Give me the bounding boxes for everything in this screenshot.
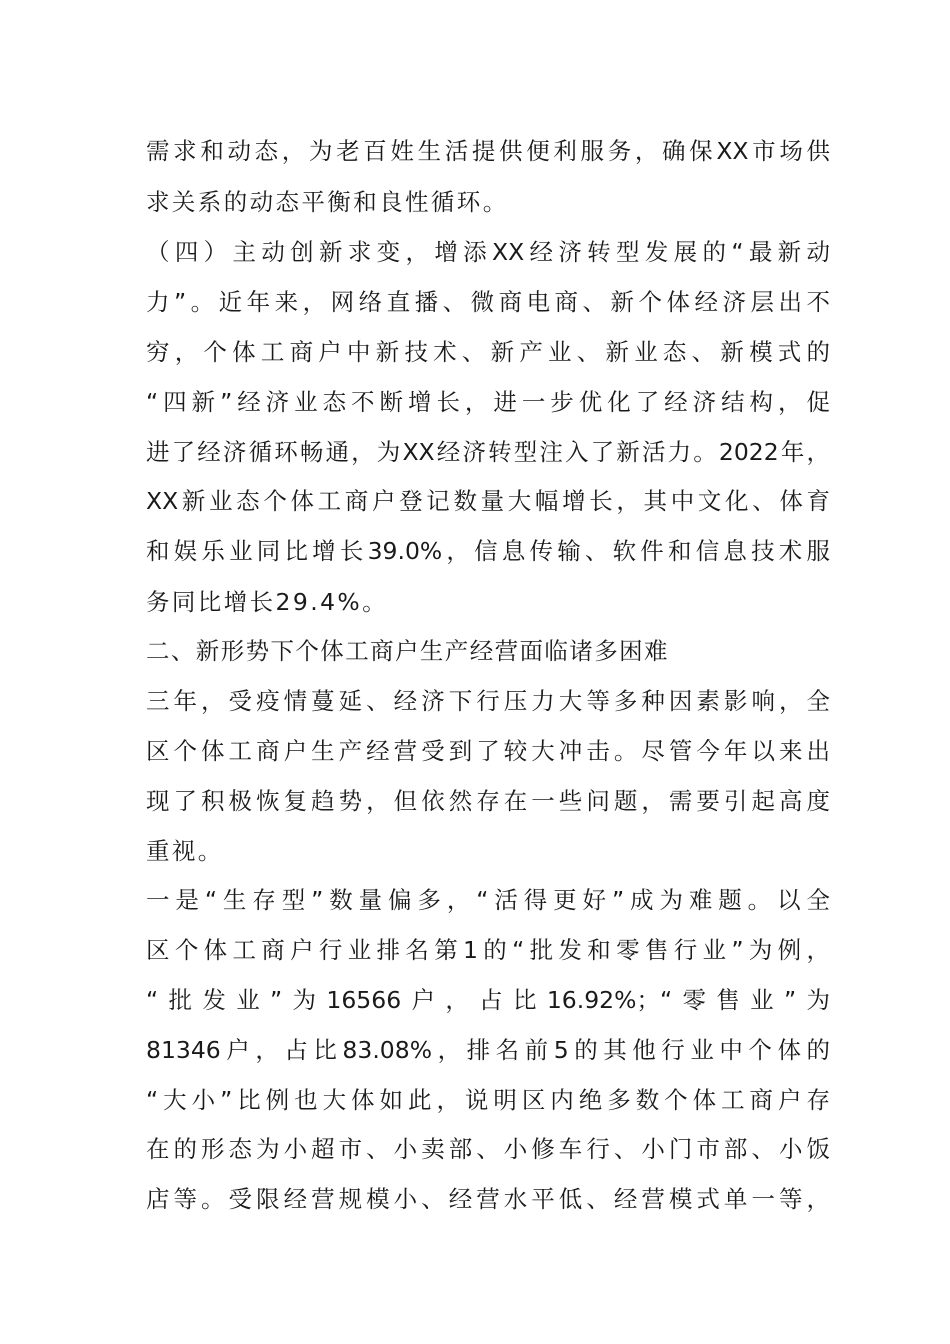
paragraph-line: “批发业”为16566户，占比16.92%；“零售业”为	[146, 986, 830, 1014]
paragraph-line: 在的形态为小超市、小卖部、小修车行、小门市部、小饭	[146, 1135, 830, 1163]
paragraph-line: 三年，受疫情蔓延、经济下行压力大等多种因素影响，全	[146, 687, 830, 715]
paragraph-line: 进了经济循环畅通，为XX经济转型注入了新活力。2022年，	[146, 438, 830, 466]
paragraph-line: 区个体工商户行业排名第1的“批发和零售行业”为例，	[146, 936, 830, 964]
paragraph-line: 一是“生存型”数量偏多，“活得更好”成为难题。以全	[146, 886, 830, 914]
paragraph-line: 现了积极恢复趋势，但依然存在一些问题，需要引起高度	[146, 787, 830, 815]
paragraph-line: 重视。	[146, 837, 224, 865]
paragraph-line: XX新业态个体工商户登记数量大幅增长，其中文化、体育	[146, 487, 830, 515]
paragraph-line: 81346户，占比83.08%，排名前5的其他行业中个体的	[146, 1036, 830, 1064]
section-heading-line: （四）主动创新求变，增添XX经济转型发展的“最新动	[146, 238, 830, 266]
paragraph-line: 店等。受限经营规模小、经营水平低、经营模式单一等，	[146, 1185, 830, 1213]
paragraph-line: 穷，个体工商户中新技术、新产业、新业态、新模式的	[146, 338, 830, 366]
section-heading: 二、新形势下个体工商户生产经营面临诸多困难	[146, 637, 669, 665]
paragraph-line: 务同比增长29.4%。	[146, 588, 389, 616]
paragraph-line: “四新”经济业态不断增长，进一步优化了经济结构，促	[146, 388, 830, 416]
paragraph-line: 力”。近年来，网络直播、微商电商、新个体经济层出不	[146, 288, 830, 316]
paragraph-line: 区个体工商户生产经营受到了较大冲击。尽管今年以来出	[146, 737, 830, 765]
paragraph-line: 和娱乐业同比增长39.0%，信息传输、软件和信息技术服	[146, 537, 830, 565]
paragraph-line: 需求和动态，为老百姓生活提供便利服务，确保XX市场供	[146, 137, 830, 165]
paragraph-line: “大小”比例也大体如此，说明区内绝多数个体工商户存	[146, 1086, 830, 1114]
paragraph-line: 求关系的动态平衡和良性循环。	[146, 188, 509, 216]
